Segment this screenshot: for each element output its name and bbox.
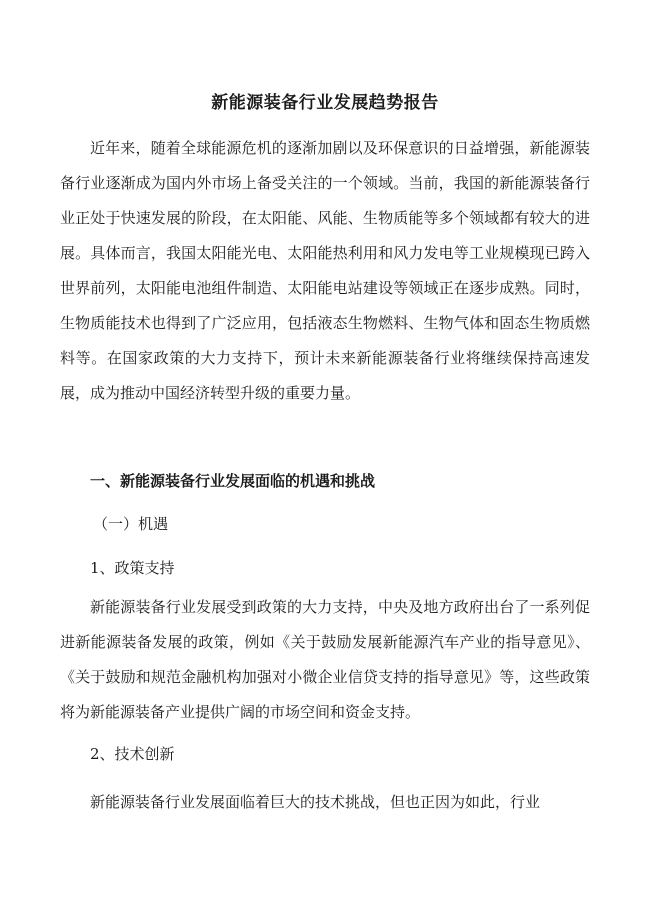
item-heading-policy-support: 1、政策支持 bbox=[90, 559, 175, 577]
policy-support-paragraph: 新能源装备行业发展受到政策的大力支持，中央及地方政府出台了一系列促进新能源装备发展的政策，例如《关于鼓励发展新能源汽车产业的指导意见》、《关于鼓励和规范金融机构加强对小微企业信贷支持的指导意见》等，这些政策将为新能源装备产业提供广阔的市场空间和资金支持。 bbox=[60, 598, 590, 721]
section-heading-opportunities-challenges: 一、新能源装备行业发展面临的机遇和挑战 bbox=[90, 472, 376, 490]
item-heading-tech-innovation: 2、技术创新 bbox=[90, 745, 175, 763]
document-title: 新能源装备行业发展趋势报告 bbox=[211, 93, 439, 113]
intro-paragraph: 近年来，随着全球能源危机的逐渐加剧以及环保意识的日益增强，新能源装备行业逐渐成为国内外市场上备受关注的一个领域。当前，我国的新能源装备行业正处于快速发展的阶段，在太阳能、风能、生物质能等多个领域都有较大的进展。具体而言，我国太阳能光电、太阳能热利用和风力发电等工业规模现已跨入世界前列，太阳能电池组件制造、太阳能电站建设等领域正在逐步成熟。同时，生物质能技术也得到了广泛应用，包括液态生物燃料、生物气体和固态生物质燃料等。在国家政策的大力支持下，预计未来新能源装备行业将继续保持高速发展，成为推动中国经济转型升级的重要力量。 bbox=[60, 139, 590, 402]
tech-innovation-paragraph: 新能源装备行业发展面临着巨大的技术挑战，但也正因为如此，行业 bbox=[90, 793, 541, 811]
subsection-heading-opportunities: （一）机遇 bbox=[93, 515, 169, 533]
